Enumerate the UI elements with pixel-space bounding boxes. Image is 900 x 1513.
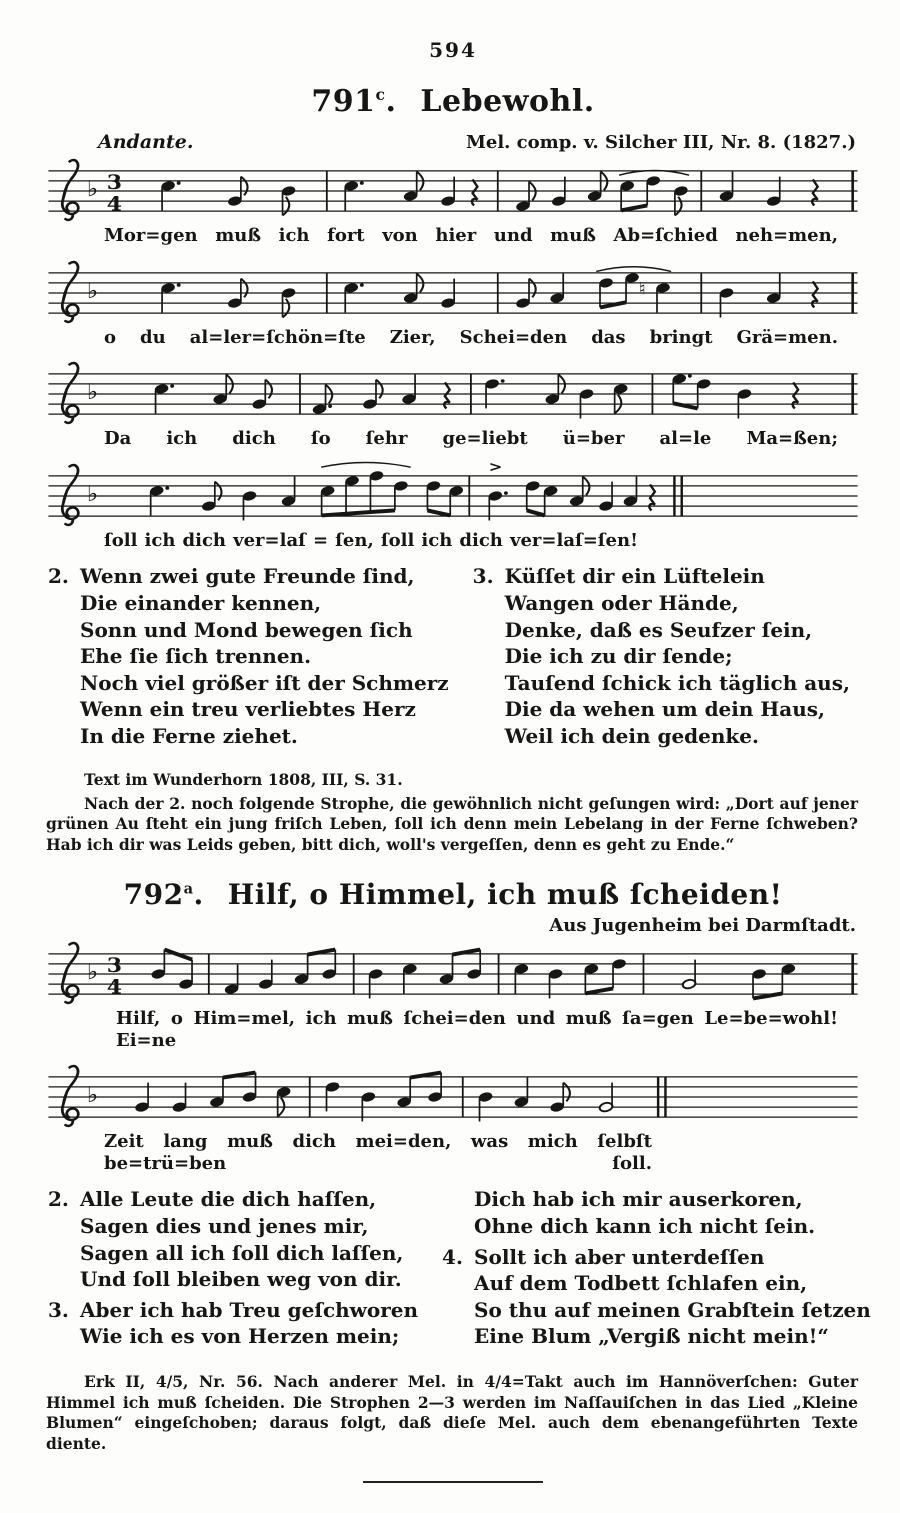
verse-line: Sonn und Mond bewegen ſich xyxy=(80,617,413,642)
song2-title xyxy=(46,878,860,911)
lyric-line-3: Da ich dich ſo ſehr ge=liebt ü=ber al=le Ma=ßen; xyxy=(104,428,838,450)
lyric-line-4: ſoll ich dich ver=laſ = ſen, ſoll ich dich ver=laſ=ſen! xyxy=(104,529,638,551)
song2-verses xyxy=(48,1186,871,1354)
section-divider xyxy=(363,1481,543,1483)
verse-line: Weil ich dein gedenke. xyxy=(504,723,759,748)
song1-attribution: Mel. comp. v. Silcher III, Nr. 8. (1827.) xyxy=(465,132,856,153)
song2-number-superscript: a xyxy=(183,880,194,898)
music-system-4 xyxy=(46,460,860,552)
verse-line: Tauſend ſchick ich täglich aus, xyxy=(504,670,850,695)
song2-title-text: Hilf, o Himmel, ich muß ſcheiden! xyxy=(227,877,783,911)
verse-lines xyxy=(474,1186,871,1239)
verse-lines xyxy=(474,1244,871,1350)
flat-sign: ♭ xyxy=(86,960,99,985)
song1-title-text: Lebewohl. xyxy=(420,84,595,119)
verse-line: Ehe ſie ſich trennen. xyxy=(80,644,312,669)
verse-line: Auf dem Todbett ſchlafen ein, xyxy=(474,1271,808,1296)
music-staff-2 xyxy=(46,257,860,329)
lyric-line-5: Hilf, o Him=mel, ich muß ſchei=den und muß ſa=gen Le=be=wohl! Ei=ne xyxy=(116,1007,838,1051)
accent-mark: > xyxy=(488,459,503,476)
verse-line: So thu auf meinen Grabſtein ſetzen xyxy=(474,1297,871,1322)
song2-verses-left-column xyxy=(48,1186,418,1354)
verse-line: Wenn zwei gute Freunde ſind, xyxy=(80,564,415,589)
verse-number: 3. xyxy=(48,1297,69,1322)
verse-line: Die einander kennen, xyxy=(80,590,322,615)
tempo-marking: Andante. xyxy=(98,131,194,153)
verse-number: 3. xyxy=(472,564,494,589)
verse-number: 2. xyxy=(48,1187,69,1212)
song1-meta xyxy=(46,131,860,153)
footnote-song2: Erk II, 4/5, Nr. 56. Nach anderer Mel. in 4/4=Takt auch im Hannöverſchen: Guter Himmel ich muß ſcheiden. Die Strophen 2—3 werden im Naſſauiſchen in das Lied „Kleine Blumen“ eingeſchoben; daraus folgt, daß dieſe Mel. auch dem ebenangeführten Texte diente. xyxy=(46,1371,858,1454)
lyric-line-2: o du al=ler=ſchön=ſte Zier, Schei=den das bringt Grä=men. xyxy=(104,326,838,348)
verse-line: Wenn ein treu verliebtes Herz xyxy=(80,697,416,722)
music-system-6 xyxy=(46,1061,860,1174)
source-note: Text im Wunderhorn 1808, III, S. 31. xyxy=(84,769,403,789)
verse-line: Aber ich hab Treu geſchworen xyxy=(80,1297,419,1322)
verse-line: Denke, daß es Seufzer ſein, xyxy=(504,617,813,642)
song2-number-dot: . xyxy=(193,877,204,911)
verse-number: 2. xyxy=(48,564,69,589)
lyric-line-1: Mor=gen muß ich fort von hier und muß Ab=ſchied neh=men, xyxy=(104,225,838,246)
flat-sign: ♭ xyxy=(86,380,99,405)
verse-line: In die Ferne ziehet. xyxy=(80,723,298,748)
natural-sign: ♮ xyxy=(638,279,646,299)
song1-number xyxy=(311,84,396,119)
song2-verses-right-column xyxy=(442,1186,871,1354)
verse-line: Dich hab ich mir auserkoren, xyxy=(474,1187,803,1212)
time-signature-bottom: 4 xyxy=(106,192,123,216)
song1-title xyxy=(46,84,860,119)
verse-lines xyxy=(80,1297,418,1350)
verse-line: Die da wehen um dein Haus, xyxy=(504,697,825,722)
song2-number xyxy=(124,878,204,911)
song2-verse-3 xyxy=(48,1297,418,1350)
song1-verse-3 xyxy=(473,563,860,749)
verse-lines xyxy=(80,1186,418,1292)
song1-number-superscript: c xyxy=(375,85,386,104)
lyric-line-6: Zeit lang muß dich mei=den, was mich ſelbſt be=trü=ben ſoll. xyxy=(104,1131,652,1174)
music-system-1 xyxy=(46,155,860,247)
music-staff-6 xyxy=(46,1061,860,1133)
page-number: 594 xyxy=(429,38,477,62)
verse-number: 4. xyxy=(442,1244,463,1269)
verse-lines xyxy=(505,563,860,749)
verse-line: Wangen oder Hände, xyxy=(504,590,739,615)
slur xyxy=(321,462,411,467)
song1-number-main: 791 xyxy=(311,84,376,119)
verse-line: Und ſoll bleiben weg von dir. xyxy=(80,1267,402,1292)
song1-number-dot: . xyxy=(385,84,397,119)
verse-line: Sollt ich aber unterdeſſen xyxy=(474,1244,765,1269)
music-staff-1 xyxy=(46,155,860,227)
music-staff-3 xyxy=(46,358,860,430)
slur xyxy=(596,266,671,271)
verse-line: Sagen all ich ſoll dich laſſen, xyxy=(80,1240,404,1265)
music-system-3 xyxy=(46,358,860,450)
song2-verse-3-continued xyxy=(442,1186,871,1239)
flat-sign: ♭ xyxy=(86,177,99,202)
flat-sign: ♭ xyxy=(86,1083,99,1108)
verse-line: Ohne dich kann ich nicht ſein. xyxy=(474,1213,816,1238)
verse-line: Wie ich es von Herzen mein; xyxy=(80,1324,400,1349)
time-signature-top: 3 xyxy=(106,171,123,194)
flat-sign: ♭ xyxy=(86,278,99,304)
music-staff-4 xyxy=(46,460,860,532)
verse-line: Sagen dies und jenes mir, xyxy=(80,1213,369,1238)
song2-attribution: Aus Jugenheim bei Darmſtadt. xyxy=(549,914,856,936)
music-staff-5 xyxy=(46,938,860,1010)
verse-line: Alle Leute die dich haſſen, xyxy=(80,1187,377,1212)
song1-verse-2 xyxy=(48,563,449,749)
song2-verse-4 xyxy=(442,1244,871,1350)
flat-sign: ♭ xyxy=(86,482,99,507)
time-signature-top: 3 xyxy=(106,954,123,977)
footnote-song1: Nach der 2. noch folgende Strophe, die gewöhnlich nicht geſungen wird: „Dort auf jener grünen Au ſteht ein jung friſch Leben, ſoll ich denn mein Lebelang in der Ferne ſchweben? Hab ich dir was Leids geben, bitt dich, woll's vergeſſen, denn es geht zu Ende.“ xyxy=(46,793,858,855)
verse-line: Die ich zu dir ſende; xyxy=(504,644,733,669)
verse-line: Eine Blum „Vergiß nicht mein!“ xyxy=(474,1324,829,1349)
song2-verse-2 xyxy=(48,1186,418,1292)
song2-number-main: 792 xyxy=(123,877,184,911)
song1-verses xyxy=(48,563,860,753)
music-system-2 xyxy=(46,257,860,349)
music-system-5 xyxy=(46,938,860,1051)
time-signature-bottom: 4 xyxy=(106,975,123,999)
verse-line: Küſſet dir ein Lüftelein xyxy=(504,564,765,589)
verse-line: Noch viel größer iſt der Schmerz xyxy=(80,670,449,695)
verse-lines xyxy=(80,563,449,749)
